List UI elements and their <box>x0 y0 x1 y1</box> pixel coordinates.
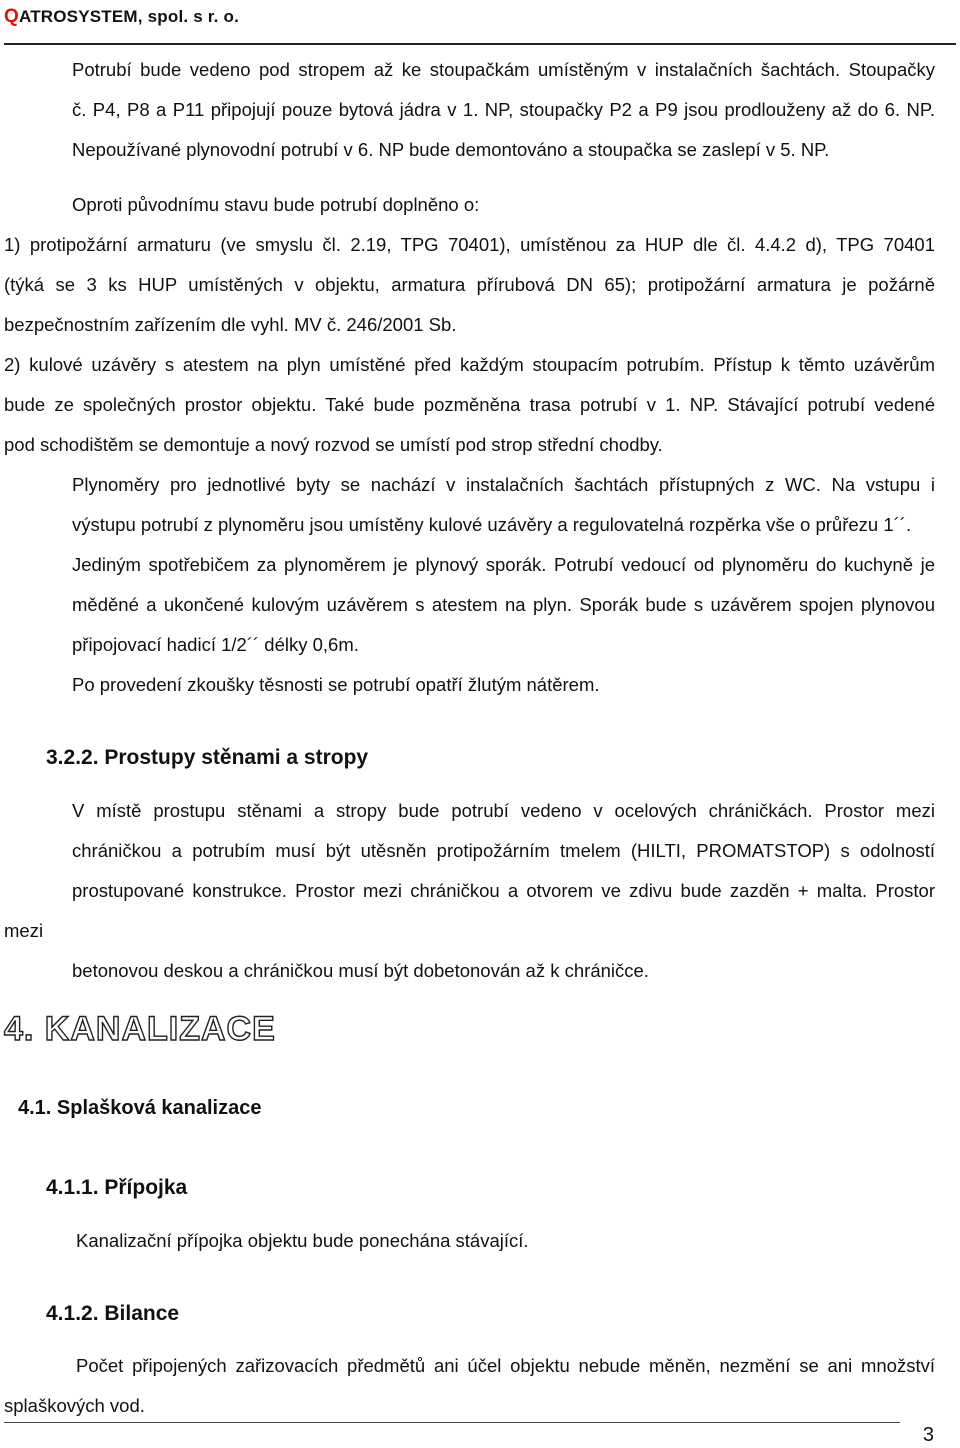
text-line: Plynoměry pro jednotlivé byty se nachází v instalačních šachtách přístupných z WC. Na vstupu i <box>72 474 935 495</box>
footer-divider <box>4 1422 900 1423</box>
page-number: 3 <box>922 1424 934 1446</box>
text-line: Jediným spotřebičem za plynoměrem je plynový sporák. Potrubí vedoucí od plynoměru do kuchyně je <box>72 554 935 575</box>
heading-4-1-1: 4.1.1. Přípojka <box>46 1176 188 1199</box>
text-line: prostupované konstrukce. Prostor mezi chráničkou a otvorem ve zdivu bude zazděn + malta. Prostor mezi <box>4 880 935 941</box>
text-line: betonovou deskou a chráničkou musí být dobetonován až k chráničce. <box>72 960 649 981</box>
text-line: výstupu potrubí z plynoměru jsou umístěny kulové uzávěry a regulovatelná rozpěrka vše o průřezu 1´´. <box>72 514 912 535</box>
text-line: Oproti původnímu stavu bude potrubí doplněno o: <box>72 194 480 215</box>
text-line: Nepoužívané plynovodní potrubí v 6. NP bude demontováno a stoupačka se zaslepí v 5. NP. <box>72 139 830 160</box>
text-line: Počet připojených zařizovacích předmětů ani účel objektu nebude měněn, nezmění se ani množství <box>76 1355 935 1376</box>
text-line: Kanalizační přípojka objektu bude ponechána stávající. <box>76 1230 529 1251</box>
text-line: V místě prostupu stěnami a stropy bude potrubí vedeno v ocelových chráničkách. Prostor mezi <box>72 800 935 821</box>
text-line: splaškových vod. <box>4 1395 145 1416</box>
heading-4-1-2: 4.1.2. Bilance <box>46 1302 180 1325</box>
text-line: pod schodištěm se demontuje a nový rozvod se umístí pod strop střední chodby. <box>4 434 663 455</box>
company-name: ATROSYSTEM, spol. s r. o. <box>18 7 240 26</box>
text-line: (týká se 3 ks HUP umístěných v objektu, armatura přírubová DN 65); protipožární armatura je požárně <box>4 274 935 295</box>
text-line: 2) kulové uzávěry s atestem na plyn umístěné před každým stoupacím potrubím. Přístup k těmto uzávěrům <box>4 354 935 375</box>
company-header <box>4 6 239 28</box>
text-line: měděné a ukončené kulovým uzávěrem s atestem na plyn. Sporák bude s uzávěrem spojen plynovou <box>72 594 935 615</box>
text-line: 1) protipožární armaturu (ve smyslu čl. 2.19, TPG 70401), umístěnou za HUP dle čl. 4.4.2 d), TPG 70401 <box>4 234 935 255</box>
paragraph-gas-meters <box>4 465 935 545</box>
chapter-heading-kanalizace: 4. KANALIZACE <box>4 1010 276 1048</box>
company-logo-letter: Q <box>4 6 19 27</box>
heading-4-1: 4.1. Splašková kanalizace <box>18 1097 262 1119</box>
text-line: připojovací hadicí 1/2´´ délky 0,6m. <box>72 634 359 655</box>
text-line: bezpečnostním zařízením dle vyhl. MV č. 246/2001 Sb. <box>4 314 457 335</box>
paragraph-coating <box>4 665 935 705</box>
paragraph-penetrations <box>4 791 935 991</box>
header-divider <box>4 43 956 45</box>
paragraph-appliance <box>4 545 935 665</box>
paragraph-balance <box>4 1346 935 1426</box>
text-line: č. P4, P8 a P11 připojují pouze bytová jádra v 1. NP, stoupačky P2 a P9 jsou prodlouženy až do 6. NP. <box>72 99 935 120</box>
text-line: Potrubí bude vedeno pod stropem až ke stoupačkám umístěným v instalačních šachtách. Stoupačky <box>72 59 935 80</box>
text-line: bude ze společných prostor objektu. Také bude pozměněna trasa potrubí v 1. NP. Stávající potrubí vedené <box>4 394 935 415</box>
paragraph-connection <box>76 1221 936 1261</box>
text-line: chráničkou a potrubím musí být utěsněn protipožárním tmelem (HILTI, PROMATSTOP) s odolností <box>72 840 935 861</box>
heading-3-2-2: 3.2.2. Prostupy stěnami a stropy <box>46 746 369 769</box>
paragraph-routing <box>4 50 935 170</box>
paragraph-item-1 <box>4 225 935 345</box>
text-line: Po provedení zkoušky těsnosti se potrubí opatří žlutým nátěrem. <box>72 674 600 695</box>
paragraph-item-2 <box>4 345 935 465</box>
paragraph-additions-intro <box>4 185 935 225</box>
